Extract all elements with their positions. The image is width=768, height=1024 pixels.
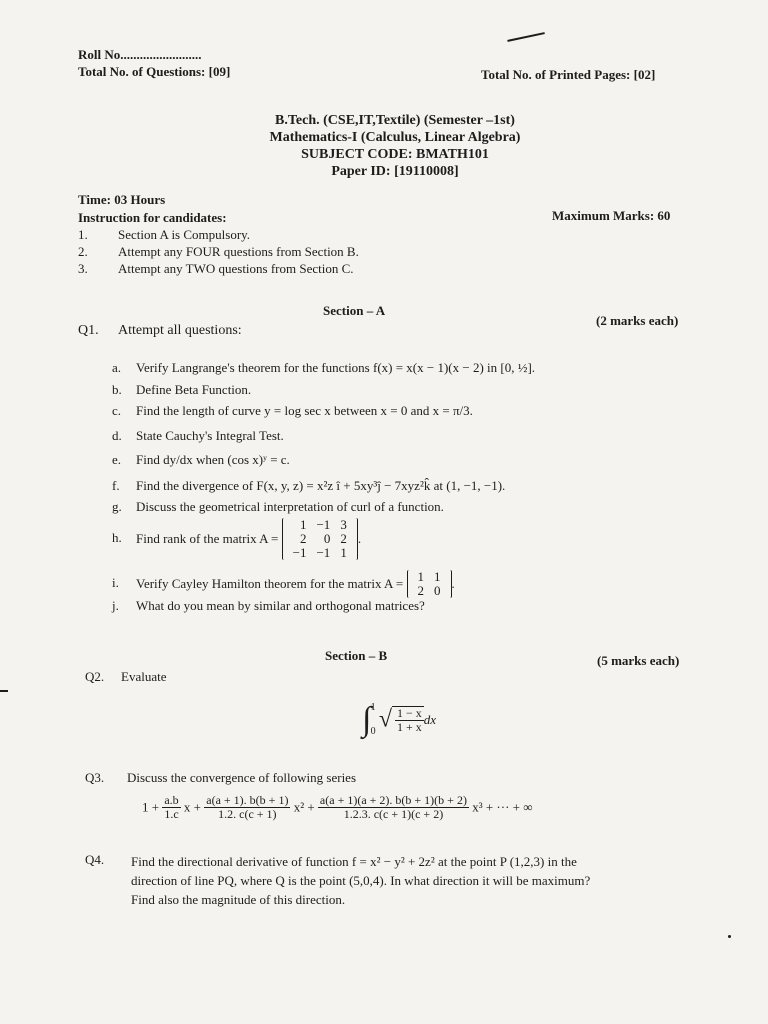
series-numerator: a.b xyxy=(164,793,179,807)
q1-item-d xyxy=(112,428,284,444)
matrix-cell: 1 xyxy=(299,517,307,532)
pen-mark xyxy=(507,32,544,41)
series-denominator: 1.2. c(c + 1) xyxy=(218,807,277,821)
instruction-number: 2. xyxy=(78,244,88,259)
total-pages: Total No. of Printed Pages: [02] xyxy=(481,67,656,82)
paper-id: Paper ID: [19110008] xyxy=(331,164,459,179)
margin-mark xyxy=(0,690,8,692)
instruction-number: 1. xyxy=(78,227,88,242)
instruction-text: Attempt any TWO questions from Section C. xyxy=(118,261,354,276)
matrix-cell: 1 xyxy=(417,569,425,584)
q1-item-c xyxy=(112,403,473,419)
q1-line xyxy=(78,323,242,339)
item-text: Find the divergence of F(x, y, z) = x²z î + 5xy³ĵ − 7xyz²k̂ at (1, −1, −1). xyxy=(136,478,506,493)
dot-mark xyxy=(728,935,731,938)
q3-text: Discuss the convergence of following series xyxy=(127,770,357,785)
matrix-cell: 1 xyxy=(434,569,441,584)
instruction-1 xyxy=(78,227,250,243)
instruction-heading: Instruction for candidates: xyxy=(78,210,227,225)
integral-upper: 1 xyxy=(370,702,376,713)
subject-code: SUBJECT CODE: BMATH101 xyxy=(301,147,489,162)
q4-line-3: Find also the magnitude of this direction. xyxy=(131,892,346,907)
instruction-3 xyxy=(78,261,354,277)
series-term: x³ + ··· + ∞ xyxy=(472,799,533,815)
matrix-cell: −1 xyxy=(316,545,331,560)
section-a-marks: (2 marks each) xyxy=(596,313,679,328)
integral-lower: 0 xyxy=(370,726,376,737)
series-term: 1 + xyxy=(142,799,160,815)
section-b-marks: (5 marks each) xyxy=(597,653,680,668)
sqrt-sign: √ xyxy=(378,706,392,733)
item-label: j. xyxy=(112,598,119,613)
series-term: x + xyxy=(183,799,202,815)
integrand-numerator: 1 − x xyxy=(397,706,422,720)
item-label: c. xyxy=(112,403,122,418)
q1-number: Q1. xyxy=(78,323,99,338)
matrix-i xyxy=(407,570,452,598)
integral-dx: dx xyxy=(423,712,437,727)
matrix-cell: 3 xyxy=(340,517,347,532)
sqrt-body xyxy=(392,706,424,734)
q2-integral xyxy=(362,696,436,744)
q3-series xyxy=(142,794,533,821)
item-label: b. xyxy=(112,382,122,397)
series-denominator: 1.c xyxy=(164,807,179,821)
q4-line-1: Find the directional derivative of function f = x² − y² + 2z² at the point P (1,2,3) in the xyxy=(131,854,577,869)
series-denominator: 1.2.3. c(c + 1)(c + 2) xyxy=(343,807,444,821)
item-label: h. xyxy=(112,529,122,545)
q3-number: Q3. xyxy=(85,770,105,785)
item-text: State Cauchy's Integral Test. xyxy=(136,428,284,443)
q4-number: Q4. xyxy=(85,852,105,867)
item-text: Find rank of the matrix A = xyxy=(136,531,279,546)
q1-item-f xyxy=(112,478,505,494)
section-a-heading: Section – A xyxy=(323,303,386,318)
q3-line xyxy=(85,770,356,786)
q1-item-j xyxy=(112,598,425,614)
integral-sign: ∫ xyxy=(362,701,372,738)
integrand-denominator: 1 + x xyxy=(397,720,422,734)
item-text: Find the length of curve y = log sec x between x = 0 and x = π/3. xyxy=(136,403,473,418)
item-text: Define Beta Function. xyxy=(136,382,252,397)
item-text: Verify Langrange's theorem for the functions f(x) = x(x − 1)(x − 2) in [0, ½]. xyxy=(136,360,536,375)
q4-line-2: direction of line PQ, where Q is the point (5,0,4). In what direction it will be maximum? xyxy=(131,873,591,888)
instruction-number: 3. xyxy=(78,261,88,276)
item-text: Verify Cayley Hamilton theorem for the matrix A = xyxy=(136,576,404,591)
q2-number: Q2. xyxy=(85,669,105,684)
instruction-text: Attempt any FOUR questions from Section B. xyxy=(118,244,359,259)
item-label: f. xyxy=(112,478,120,493)
q1-text: Attempt all questions: xyxy=(118,323,242,338)
matrix-h xyxy=(282,518,358,560)
item-text: What do you mean by similar and orthogonal matrices? xyxy=(136,598,425,613)
matrix-cell: 0 xyxy=(434,583,441,598)
q1-item-a xyxy=(112,360,535,376)
matrix-cell: 2 xyxy=(417,583,425,598)
q2-text: Evaluate xyxy=(121,669,167,684)
q1-item-h: h. Find rank of the matrix A = 1 −1 3 2 0 2 −1 −1 1 . xyxy=(112,517,362,560)
q2-line xyxy=(85,669,166,685)
course-line: B.Tech. (CSE,IT,Textile) (Semester –1st) xyxy=(275,113,515,128)
item-label: d. xyxy=(112,428,122,443)
matrix-cell: 2 xyxy=(340,531,347,546)
q1-item-g xyxy=(112,499,444,515)
q1-item-e xyxy=(112,452,290,468)
item-label: e. xyxy=(112,452,122,467)
matrix-cell: −1 xyxy=(316,517,331,532)
section-b-heading: Section – B xyxy=(325,648,388,663)
item-label: a. xyxy=(112,360,122,375)
q1-item-b xyxy=(112,382,251,398)
matrix-cell: 1 xyxy=(340,545,347,560)
instruction-text: Section A is Compulsory. xyxy=(118,227,251,242)
series-numerator: a(a + 1). b(b + 1) xyxy=(206,793,289,807)
title-block xyxy=(200,112,590,180)
item-text: Discuss the geometrical interpretation of curl of a function. xyxy=(136,499,444,514)
matrix-cell: 0 xyxy=(323,531,331,546)
roll-no: Roll No......................... xyxy=(78,47,202,62)
series-numerator: a(a + 1)(a + 2). b(b + 1)(b + 2) xyxy=(319,793,467,807)
q1-item-i: i. Verify Cayley Hamilton theorem for the matrix A = 1 1 2 0 . xyxy=(112,569,455,598)
item-label: i. xyxy=(112,574,119,590)
matrix-cell: −1 xyxy=(292,545,307,560)
item-text: Find dy/dx when (cos x)ʸ = c. xyxy=(136,452,290,467)
time: Time: 03 Hours xyxy=(78,192,166,207)
subject-line: Mathematics-I (Calculus, Linear Algebra) xyxy=(269,130,521,145)
series-term: x² + xyxy=(293,799,315,815)
item-label: g. xyxy=(112,499,122,514)
max-marks: Maximum Marks: 60 xyxy=(552,208,671,223)
total-questions: Total No. of Questions: [09] xyxy=(78,64,231,79)
instruction-2 xyxy=(78,244,359,260)
matrix-cell: 2 xyxy=(299,531,307,546)
